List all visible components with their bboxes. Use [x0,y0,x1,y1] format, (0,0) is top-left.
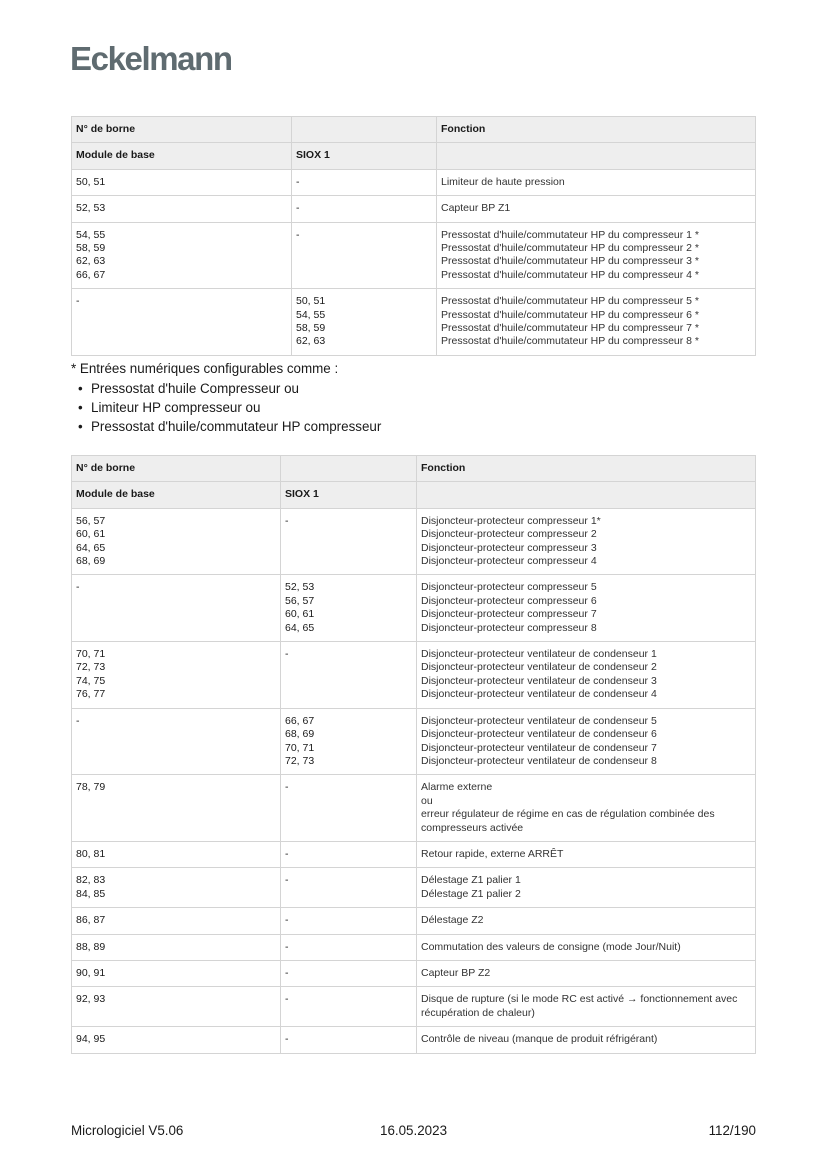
bullet-icon: • [78,400,83,415]
terminal-siox-cell [281,642,417,709]
cell-line: - [285,847,289,860]
cell-line: - [285,993,289,1006]
cell-line: ou [421,794,433,807]
cell-line: 52, 53 [76,202,106,215]
cell-line: Pressostat d'huile/commutateur HP du compresseur 2 * [441,242,700,255]
table-row [72,908,756,934]
function-cell [437,196,756,222]
cell-line: 62, 63 [296,335,326,348]
cell-line: - [285,648,289,661]
cell-line: 72, 73 [76,661,106,674]
table-row [72,841,756,867]
cell-line: 80, 81 [76,847,106,860]
cell-line: 66, 67 [285,714,315,727]
terminal-base-cell [72,642,281,709]
cell-line: Délestage Z1 palier 2 [421,887,521,900]
cell-line: Disjoncteur-protecteur ventilateur de condenseur 7 [421,741,657,754]
terminal-base-cell [72,960,281,986]
cell-line: Contrôle de niveau (manque de produit réfrigérant) [421,1033,658,1046]
terminal-siox-cell [281,575,417,642]
cell-line: Pressostat d'huile/commutateur HP du compresseur 4 * [441,268,700,281]
header-empty [281,456,417,482]
function-cell [417,508,756,575]
cell-line: Pressostat d'huile/commutateur HP du compresseur 5 * [441,295,700,308]
subheader-base-module: Module de base [72,143,292,169]
footer-firmware-version: Micrologiciel V5.06 [71,1123,184,1138]
cell-line: Disjoncteur-protecteur ventilateur de condenseur 1 [421,648,657,661]
footer-date: 16.05.2023 [380,1123,448,1138]
cell-line: Disjoncteur-protecteur ventilateur de condenseur 8 [421,754,657,767]
cell-line: Disjoncteur-protecteur compresseur 3 [421,541,597,554]
terminal-siox-cell [292,196,437,222]
cell-line: - [285,940,289,953]
cell-line: 78, 79 [76,781,106,794]
cell-line: Disjoncteur-protecteur compresseur 4 [421,555,597,568]
terminal-siox-cell [281,841,417,867]
table-row [72,708,756,775]
terminal-siox-cell [281,775,417,842]
table-row [72,642,756,709]
function-cell [417,987,756,1027]
subheader-siox: SIOX 1 [281,482,417,508]
cell-line: 56, 57 [285,594,315,607]
cell-line: - [296,202,300,215]
cell-line: Délestage Z2 [421,914,484,927]
terminal-base-cell [72,708,281,775]
function-cell [437,222,756,289]
cell-line: Limiteur de haute pression [441,175,565,188]
table-row [72,508,756,575]
cell-line: 66, 67 [76,268,106,281]
cell-line: - [285,1033,289,1046]
table-row [72,169,756,195]
cell-line: Pressostat d'huile/commutateur HP du compresseur 8 * [441,335,700,348]
cell-line: Pressostat d'huile/commutateur HP du compresseur 3 * [441,255,700,268]
function-cell [417,775,756,842]
function-cell [417,908,756,934]
terminal-siox-cell [281,908,417,934]
cell-line: Commutation des valeurs de consigne (mode Jour/Nuit) [421,940,681,953]
header-terminal-number: N° de borne [72,117,292,143]
terminal-base-cell [72,169,292,195]
note-item: Limiteur HP compresseur ou [91,400,261,415]
terminal-base-cell [72,1027,281,1053]
cell-line: 84, 85 [76,887,106,900]
terminal-base-cell [72,908,281,934]
cell-line: 64, 65 [285,621,315,634]
cell-line: 70, 71 [76,648,106,661]
cell-line: - [285,781,289,794]
list-item [71,379,381,398]
cell-line: - [76,295,80,308]
table-row [72,960,756,986]
configurable-inputs-note [71,359,381,436]
note-intro: * Entrées numériques configurables comme : [71,361,339,376]
terminal-base-cell [72,196,292,222]
list-item [71,417,381,436]
cell-line: Pressostat d'huile/commutateur HP du compresseur 6 * [441,308,700,321]
cell-line: Pressostat d'huile/commutateur HP du compresseur 7 * [441,322,700,335]
bullet-icon: • [78,419,83,434]
cell-line: - [76,714,80,727]
cell-line: Retour rapide, externe ARRÊT [421,847,564,860]
cell-line: 60, 61 [76,528,106,541]
cell-line: 58, 59 [296,322,326,335]
header-terminal-number: N° de borne [72,456,281,482]
cell-line: 64, 65 [76,541,106,554]
table-row [72,196,756,222]
cell-line: Disjoncteur-protecteur ventilateur de condenseur 3 [421,674,657,687]
cell-line: Capteur BP Z2 [421,966,491,979]
terminal-base-cell [72,289,292,356]
table-row [72,1027,756,1053]
function-cell [417,960,756,986]
cell-line: 70, 71 [285,741,315,754]
cell-line: Disjoncteur-protecteur compresseur 1* [421,514,601,527]
cell-line: 94, 95 [76,1033,106,1046]
terminal-siox-cell [292,222,437,289]
note-item: Pressostat d'huile Compresseur ou [91,381,299,396]
header-empty [292,117,437,143]
note-list [71,379,381,436]
cell-line: Disjoncteur-protecteur ventilateur de condenseur 2 [421,661,657,674]
cell-line: - [76,581,80,594]
cell-line: 68, 69 [76,555,106,568]
cell-line: 50, 51 [296,295,326,308]
terminal-base-cell [72,775,281,842]
cell-line: 72, 73 [285,754,315,767]
table-row [72,222,756,289]
table-header-row [72,117,756,143]
table-row [72,775,756,842]
cell-line: Disque de rupture (si le mode RC est activé → fonctionnement avec récupération de chaleur) [421,993,738,1019]
cell-line: Disjoncteur-protecteur ventilateur de condenseur 4 [421,688,657,701]
subheader-siox: SIOX 1 [292,143,437,169]
terminal-siox-cell [281,708,417,775]
cell-line: 82, 83 [76,874,106,887]
cell-line: 62, 63 [76,255,106,268]
header-function: Fonction [437,117,756,143]
cell-line: - [285,966,289,979]
function-cell [417,575,756,642]
terminal-siox-cell [281,1027,417,1053]
terminal-base-cell [72,841,281,867]
cell-line: erreur régulateur de régime en cas de régulation combinée des compresseurs activée [421,808,715,834]
function-cell [417,934,756,960]
table-row [72,289,756,356]
terminal-siox-cell [292,289,437,356]
cell-line: Délestage Z1 palier 1 [421,874,521,887]
table-row [72,934,756,960]
subheader-base-module: Module de base [72,482,281,508]
list-item [71,398,381,417]
footer-page-number: 112/190 [708,1123,756,1138]
header-function: Fonction [417,456,756,482]
cell-line: 60, 61 [285,608,315,621]
cell-line: 68, 69 [285,728,315,741]
terminal-base-cell [72,575,281,642]
function-cell [417,1027,756,1053]
terminal-base-cell [72,222,292,289]
cell-line: 54, 55 [76,228,106,241]
terminal-base-cell [72,508,281,575]
cell-line: Pressostat d'huile/commutateur HP du compresseur 1 * [441,228,700,241]
cell-line: Disjoncteur-protecteur ventilateur de condenseur 5 [421,714,657,727]
cell-line: Disjoncteur-protecteur ventilateur de condenseur 6 [421,728,657,741]
cell-line: - [285,514,289,527]
terminal-siox-cell [292,169,437,195]
terminal-base-cell [72,934,281,960]
subheader-empty [437,143,756,169]
company-logo: Eckelmann [70,40,232,77]
cell-line: Disjoncteur-protecteur compresseur 6 [421,594,597,607]
terminal-table-2 [71,455,756,1054]
cell-line: 88, 89 [76,940,106,953]
cell-line: 74, 75 [76,674,106,687]
cell-line: - [285,874,289,887]
cell-line: Alarme externe [421,781,493,794]
terminal-siox-cell [281,868,417,908]
cell-line: 58, 59 [76,242,106,255]
terminal-base-cell [72,868,281,908]
function-cell [417,841,756,867]
terminal-siox-cell [281,934,417,960]
cell-line: - [296,175,300,188]
table-subheader-row [72,482,756,508]
cell-line: 86, 87 [76,914,106,927]
cell-line: 50, 51 [76,175,106,188]
cell-line: 76, 77 [76,688,106,701]
terminal-siox-cell [281,508,417,575]
cell-line: 90, 91 [76,966,106,979]
cell-line: Disjoncteur-protecteur compresseur 8 [421,621,597,634]
terminal-table-1 [71,116,756,356]
cell-line: 56, 57 [76,514,106,527]
cell-line: Disjoncteur-protecteur compresseur 2 [421,528,597,541]
cell-line: - [296,228,300,241]
terminal-siox-cell [281,960,417,986]
terminal-siox-cell [281,987,417,1027]
cell-line: 92, 93 [76,993,106,1006]
function-cell [437,289,756,356]
bullet-icon: • [78,381,83,396]
note-item: Pressostat d'huile/commutateur HP compresseur [91,419,382,434]
table-row [72,987,756,1027]
cell-line: - [285,914,289,927]
function-cell [437,169,756,195]
cell-line: 54, 55 [296,308,326,321]
cell-line: Capteur BP Z1 [441,202,511,215]
terminal-base-cell [72,987,281,1027]
subheader-empty [417,482,756,508]
cell-line: Disjoncteur-protecteur compresseur 5 [421,581,597,594]
cell-line: Disjoncteur-protecteur compresseur 7 [421,608,597,621]
cell-line: 52, 53 [285,581,315,594]
function-cell [417,868,756,908]
table-header-row [72,456,756,482]
table-row [72,575,756,642]
function-cell [417,708,756,775]
table-subheader-row [72,143,756,169]
function-cell [417,642,756,709]
table-row [72,868,756,908]
